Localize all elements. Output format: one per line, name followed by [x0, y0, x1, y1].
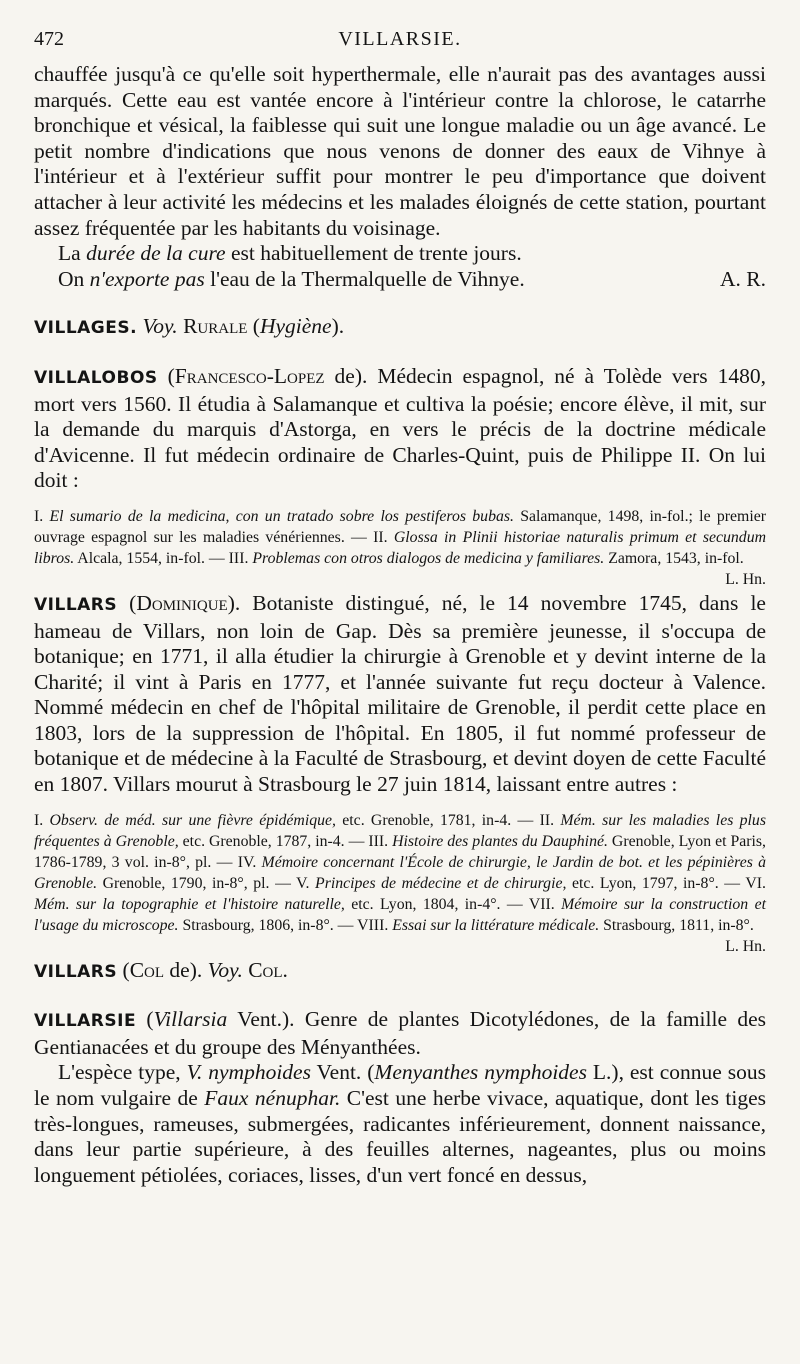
entry-villars-col: VILLARS (Col de). Voy. Col.: [34, 957, 288, 982]
intro-paragraph: chauffée jusqu'à ce qu'elle soit hyperthermale, elle n'aurait pas des avantages aussi marqués. Cette eau est vantée encore à l'intérieur contre la chlorose, le catarrhe bronchique et vésical, la faiblesse qui suit une longue maladie ou un âge avancé. Le petit nombre d'indications que nous venons de donner des eaux de Vihnye à l'intérieur et à l'extérieur suffit pour montrer le peu d'importance que doivent attacher à leur activité les médecins et les malades éloignés de cette station, pourtant assez fréquentée par les habitants du voisinage.: [34, 62, 766, 240]
headword: VILLARS: [34, 961, 118, 982]
villars-works: I. Observ. de méd. sur une fièvre épidémique, etc. Grenoble, 1781, in-4. — II. Mém. sur les maladies les plus fréquentes à Grenoble, etc. Grenoble, 1787, in-4. — III. Histoire des plantes du Dauphiné. Grenoble, Lyon et Paris, 1786-1789, 3 vol. in-8°, pl. — IV. Mémoire concernant l'École de chirurgie, le Jardin de bot. et les pépinières à Grenoble. Grenoble, 1790, in-8°, pl. — V. Principes de médecine et de chirurgie, etc. Lyon, 1797, in-8°. — VI. Mém. sur la topographie et l'histoire naturelle, etc. Lyon, 1804, in-4°. — VII. Mémoire sur la construction et l'usage du microscope. Strasbourg, 1806, in-8°. — VIII. Essai sur la littérature médicale. Strasbourg, 1811, in-8°. L. Hn.: [34, 811, 767, 955]
cure-duration: La durée de la cure est habituellement de trente jours.: [58, 241, 522, 266]
author-signature: A. R.: [720, 266, 766, 291]
export-note: On n'exporte pas l'eau de la Thermalquelle de Vihnye. A. R.: [58, 266, 766, 291]
headword: VILLAGES.: [34, 318, 138, 339]
running-head: VILLARSIE.: [338, 28, 462, 50]
headword: VILLARS: [34, 594, 118, 615]
headword: VILLARSIE: [34, 1011, 137, 1032]
entry-villages: VILLAGES. Voy. Rurale (Hygiène).: [34, 314, 345, 339]
entry-villars: VILLARS (Dominique). Botaniste distingué, né, le 14 novembre 1745, dans le hameau de Villars, non loin de Gap. Dès sa première jeunesse, il s'occupa de botanique; en 1771, il alla étudier la chirurgie à Grenoble et y devint interne de la Charité; il vint à Paris en 1777, et l'année suivante fut reçu docteur à Valence. Nommé médecin en chef de l'hôpital militaire de Grenoble, il perdit cette place en 1803, lors de la suppression de l'hôpital. En 1805, il fut nommé professeur de botanique et de médecine à la Faculté de Strasbourg, et devint doyen de cette Faculté en 1807. Villars mourut à Strasbourg le 27 juin 1814, laissant entre autres :: [34, 590, 766, 797]
headword: VILLALOBOS: [34, 367, 158, 388]
entry-villarsie: VILLARSIE (Villarsia Vent.). Genre de plantes Dicotylédones, de la famille des Gentianacées et du groupe des Ményanthées.: [34, 1007, 766, 1059]
page-number: 472: [34, 28, 64, 50]
author-signature: L. Hn.: [725, 937, 766, 955]
page-header: [34, 28, 766, 62]
author-signature: L. Hn.: [725, 570, 766, 588]
entry-villalobos: VILLALOBOS (Francesco-Lopez de). Médecin espagnol, né à Tolède vers 1480, mort vers 1560. Il étudia à Salamanque et cultiva la poésie; encore élève, il mit, sur la demande du marquis d'Astorga, en vers le précis de la doctrine médicale d'Avicenne. Il fut médecin ordinaire de Charles-Quint, puis de Philippe II. On lui doit :: [34, 363, 766, 493]
villarsie-description: L'espèce type, V. nymphoides Vent. (Menyanthes nymphoides L.), est connue sous le nom vulgaire de Faux nénuphar. C'est une herbe vivace, aquatique, dont les tiges très-longues, rameuses, submergées, radicantes inférieurement, donnent naissance, dans leur partie supérieure, à des feuilles alternes, nageantes, plus ou moins longuement pétiolées, coriaces, lisses, d'un vert foncé en dessus,: [34, 1060, 767, 1187]
villalobos-works: I. El sumario de la medicina, con un tratado sobre los pestiferos bubas. Salamanque, 1498, in-fol.; le premier ouvrage espagnol sur les maladies vénériennes. — II. Glossa in Plinii historiae naturalis primum et secundum libros. Alcala, 1554, in-fol. — III. Problemas con otros dialogos de medicina y familiares. Zamora, 1543, in-fol. L. Hn.: [34, 507, 767, 588]
